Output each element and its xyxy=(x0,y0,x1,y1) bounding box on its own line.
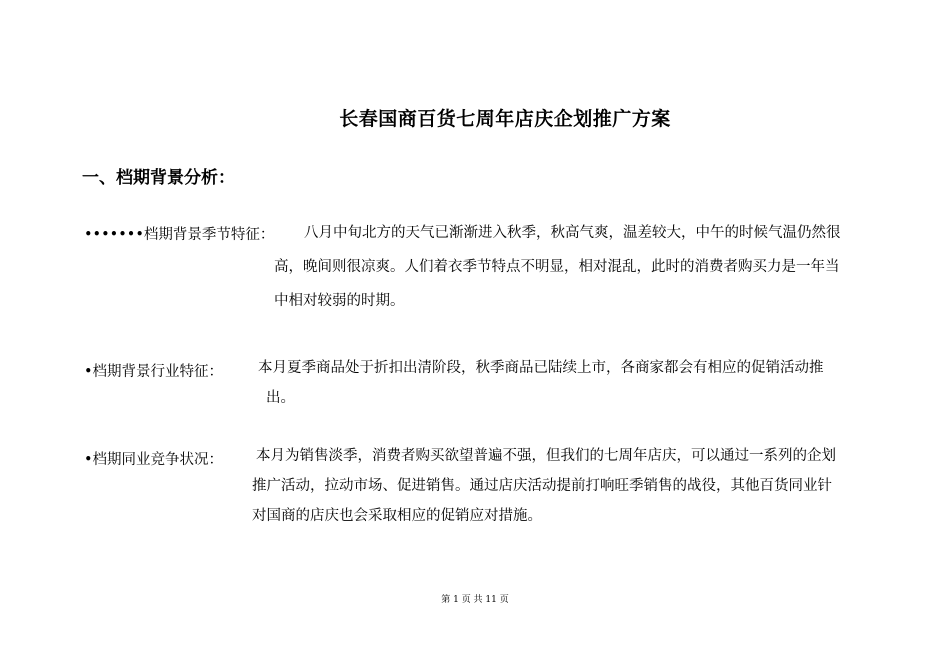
item-body xyxy=(252,441,874,531)
item-line: 出。 xyxy=(266,390,295,406)
item-line: 中相对较弱的时期。 xyxy=(274,293,405,309)
item-line: 对国商的店庆也会采取相应的促销应对措施。 xyxy=(252,508,542,524)
section-heading: 一、档期背景分析： xyxy=(82,168,235,188)
item-line: 八月中旬北方的天气已渐渐进入秋季，秋高气爽，温差较大，中午的时候气温仍然很 xyxy=(304,225,841,241)
item-line: 推广活动，拉动市场、促进销售。通过店庆活动提前打响旺季销售的战役，其他百货同业针 xyxy=(252,478,832,494)
page-title: 长春国商百货七周年店庆企划推广方案 xyxy=(339,108,671,130)
item-line: 高，晚间则很凉爽。人们着衣季节特点不明显，相对混乱，此时的消费者购买力是一年当 xyxy=(274,259,840,275)
item-line: 本月夏季商品处于折扣出清阶段，秋季商品已陆续上市，各商家都会有相应的促销活动推 xyxy=(258,360,824,376)
item-label: •档期背景行业特征： xyxy=(84,364,224,380)
page-footer: 第 1 页 共 11 页 xyxy=(441,595,509,605)
item-label: •档期同业竞争状况： xyxy=(84,452,224,468)
item-label: •••••••档期背景季节特征： xyxy=(84,227,275,243)
item-body xyxy=(258,353,874,413)
item-line: 本月为销售淡季，消费者购买欲望普遍不强，但我们的七周年店庆，可以通过一系列的企划 xyxy=(256,448,836,464)
item-body xyxy=(274,216,874,318)
